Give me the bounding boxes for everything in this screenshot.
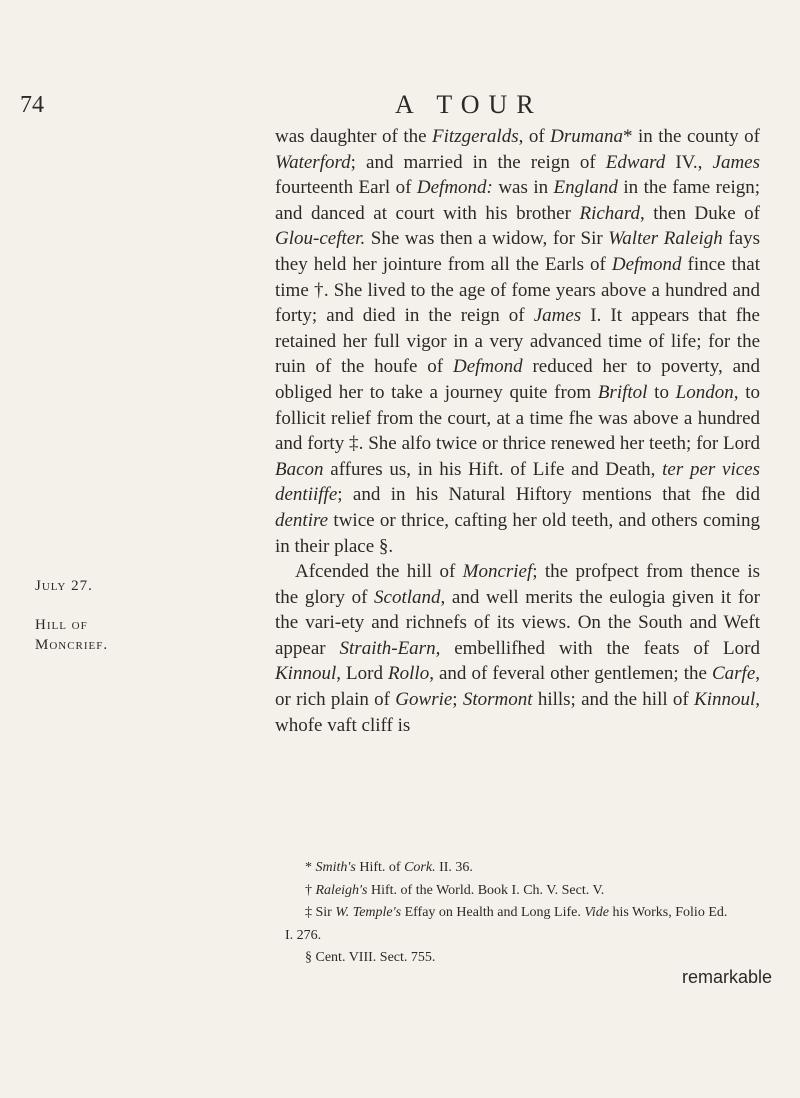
italic-text: Glou-cefter. xyxy=(275,228,366,250)
main-text xyxy=(275,124,760,738)
text-run: in the fame reign; and danced at court with his brother xyxy=(275,177,760,224)
italic-text: Kinnoul xyxy=(275,663,337,685)
text-run: Effay on Health and Long Life. xyxy=(401,905,585,920)
italic-text: James xyxy=(533,305,582,327)
text-run: , and well merits the eulogia given it for the vari-ety and richnefs of its views. On the South and Weft appear xyxy=(275,586,760,659)
text-run: She was then a widow, for Sir xyxy=(365,228,609,250)
text-run: was in xyxy=(492,177,554,199)
footnote-3-continuation: I. 276. xyxy=(285,927,322,943)
text-run: ; and married in the reign of xyxy=(350,151,606,173)
italic-text: Vide xyxy=(584,905,609,920)
italic-text: Straith-Earn xyxy=(339,637,436,659)
catchword: remarkable xyxy=(682,967,773,987)
text-run: ‡ Sir xyxy=(305,905,336,920)
footnotes xyxy=(285,857,760,970)
text-run: fays they held her jointure from all the Earls of xyxy=(275,228,760,275)
italic-text: Carfe xyxy=(711,663,756,685)
italic-text: Defmond: xyxy=(416,177,493,199)
italic-text: W. Temple's xyxy=(335,905,402,920)
italic-text: Scotland xyxy=(374,586,441,608)
footnote-1 xyxy=(305,857,760,880)
text-run: , and of feveral other gentlemen; the xyxy=(429,663,712,685)
text-run: to xyxy=(647,381,676,403)
italic-text: Waterford xyxy=(275,151,351,173)
paragraph-2 xyxy=(275,559,760,738)
text-run: , to follicit relief from the court, at a time fhe was above a hundred and forty ‡. She alfo twice or thrice renewed her teeth; for Lord xyxy=(275,381,760,455)
running-head: A TOUR xyxy=(395,90,543,119)
text-run: , or rich plain of xyxy=(275,663,760,711)
text-run: * in the county of xyxy=(623,126,760,147)
margin-place-line-1: Hill of xyxy=(35,616,88,633)
text-run: I. It appears that fhe retained her full vigor in a very advanced time of life; for the ruin of the houfe of xyxy=(275,305,760,378)
text-run: , whofe vaft cliff is xyxy=(275,689,761,736)
text-run: twice or thrice, cafting her old teeth, and others coming in their place §. xyxy=(275,509,760,557)
margin-date: July 27. xyxy=(35,578,93,594)
page-number: 74 xyxy=(20,92,44,118)
italic-text: Kinnoul xyxy=(694,689,756,711)
text-run: , of xyxy=(518,126,551,147)
paragraph-1 xyxy=(275,124,760,559)
italic-text: James xyxy=(712,151,760,173)
footnote-2 xyxy=(305,880,760,903)
text-run: , Lord xyxy=(336,663,389,685)
italic-text: Defmond xyxy=(452,356,523,378)
text-run: ; the profpect from thence is the glory of xyxy=(275,561,760,608)
footnote-4: § Cent. VIII. Sect. 755. xyxy=(305,950,436,965)
text-run: Afcended the hill of xyxy=(295,561,463,583)
italic-text: dentire xyxy=(275,509,329,531)
margin-place-line-2: Moncrief. xyxy=(35,637,109,653)
italic-text: Walter Raleigh xyxy=(608,228,723,250)
italic-text: Smith's xyxy=(315,860,356,875)
text-run: IV., xyxy=(665,151,713,173)
text-run: fourteenth Earl of xyxy=(275,177,417,199)
text-run: reduced her to poverty, and obliged her to take a journey quite from xyxy=(275,356,761,403)
italic-text: Defmond xyxy=(611,253,682,275)
text-run: , embellifhed with the feats of Lord xyxy=(435,637,760,659)
text-run: † xyxy=(305,882,316,898)
text-run: his Works, Folio Ed. xyxy=(608,905,728,920)
text-run: fince that time †. She lived to the age of fome years above a hundred and forty; and died in the reign of xyxy=(275,253,760,327)
text-run: * xyxy=(305,860,316,875)
text-run: was daughter of the xyxy=(275,126,433,147)
text-run: ; and in his Natural Hiftory mentions that fhe did xyxy=(337,484,760,506)
italic-text: Rollo xyxy=(388,663,430,685)
italic-text: Drumana xyxy=(550,126,623,147)
italic-text: Gowrie xyxy=(395,689,453,711)
italic-text: Fitzgeralds xyxy=(432,126,519,147)
italic-text: Briftol xyxy=(597,381,648,403)
text-run: Hift. of xyxy=(355,860,405,875)
italic-text: London xyxy=(675,381,734,403)
marginal-notes xyxy=(35,576,145,656)
footnote-3 xyxy=(305,902,760,925)
italic-text: Cork. xyxy=(404,860,436,875)
italic-text: Moncrief xyxy=(462,561,533,583)
text-run: affures us, in his Hift. of Life and Death, xyxy=(323,458,663,480)
text-run: hills; and the hill of xyxy=(532,689,695,711)
italic-text: Bacon xyxy=(275,458,324,480)
text-run: , then Duke of xyxy=(639,202,760,224)
italic-text: Stormont xyxy=(462,689,533,711)
text-run: ; xyxy=(452,689,463,711)
italic-text: Edward xyxy=(605,151,666,173)
italic-text: ter per vices dentiiffe xyxy=(275,458,761,506)
text-run: Hift. of the World. Book I. Ch. V. Sect. V. xyxy=(367,882,605,898)
italic-text: Raleigh's xyxy=(315,882,368,898)
italic-text: England xyxy=(553,177,618,199)
text-run: II. 36. xyxy=(435,860,473,875)
italic-text: Richard xyxy=(579,202,640,224)
